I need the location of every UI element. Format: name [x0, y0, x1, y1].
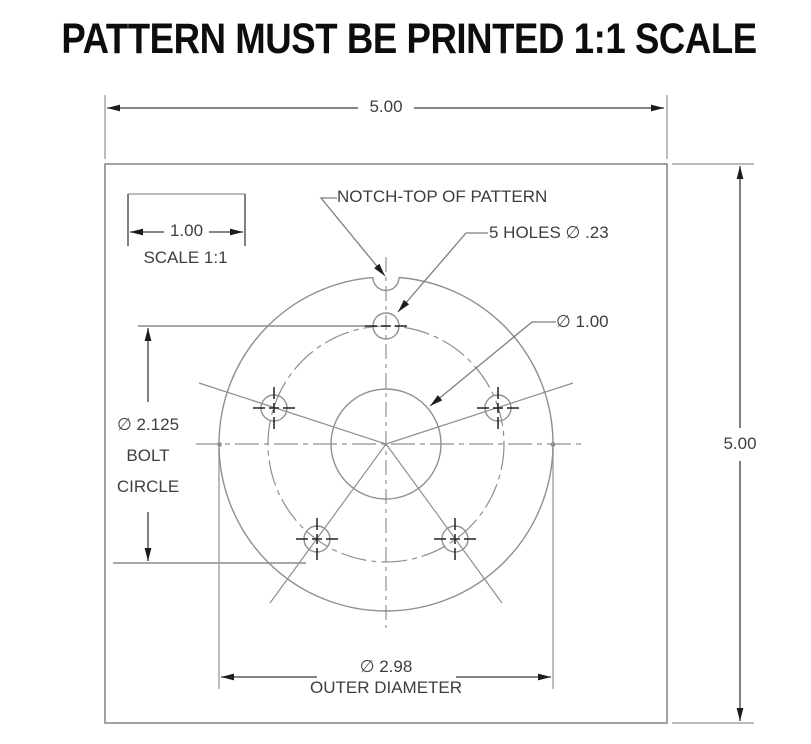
quadrant-dot-left	[217, 442, 222, 447]
scale-bar-value: 1.00	[169, 221, 204, 240]
spoke-upper-right	[386, 383, 573, 444]
bolt-circle-word1: BOLT	[126, 446, 170, 465]
scale-bar-label: SCALE 1:1	[143, 248, 228, 267]
top-width-dimension-text: 5.00	[369, 97, 403, 116]
right-height-dimension-text: 5.00	[723, 434, 757, 453]
outer-diameter-value: ∅ 2.98	[359, 657, 413, 676]
spoke-lower-left	[270, 444, 386, 603]
notch-callout: NOTCH-TOP OF PATTERN	[337, 187, 548, 206]
holes-leader	[398, 233, 488, 312]
bolt-circle-diameter-text: ∅ 2.125	[116, 415, 180, 434]
notch-leader	[321, 198, 385, 276]
outer-diameter-text: OUTER DIAMETER	[309, 678, 463, 697]
bolt-circle-word2: CIRCLE	[116, 477, 180, 496]
spoke-lower-right	[386, 444, 502, 603]
outer-diameter-label	[306, 656, 466, 698]
holes-callout: 5 HOLES ∅ .23	[489, 223, 609, 242]
quadrant-dot-right	[551, 442, 556, 447]
page-title-text: PATTERN MUST BE PRINTED 1:1 SCALE	[61, 15, 757, 63]
bolt-circle-dimension-label	[98, 409, 198, 502]
spoke-upper-left	[199, 383, 386, 444]
center-hole-callout: ∅ 1.00	[556, 312, 609, 331]
